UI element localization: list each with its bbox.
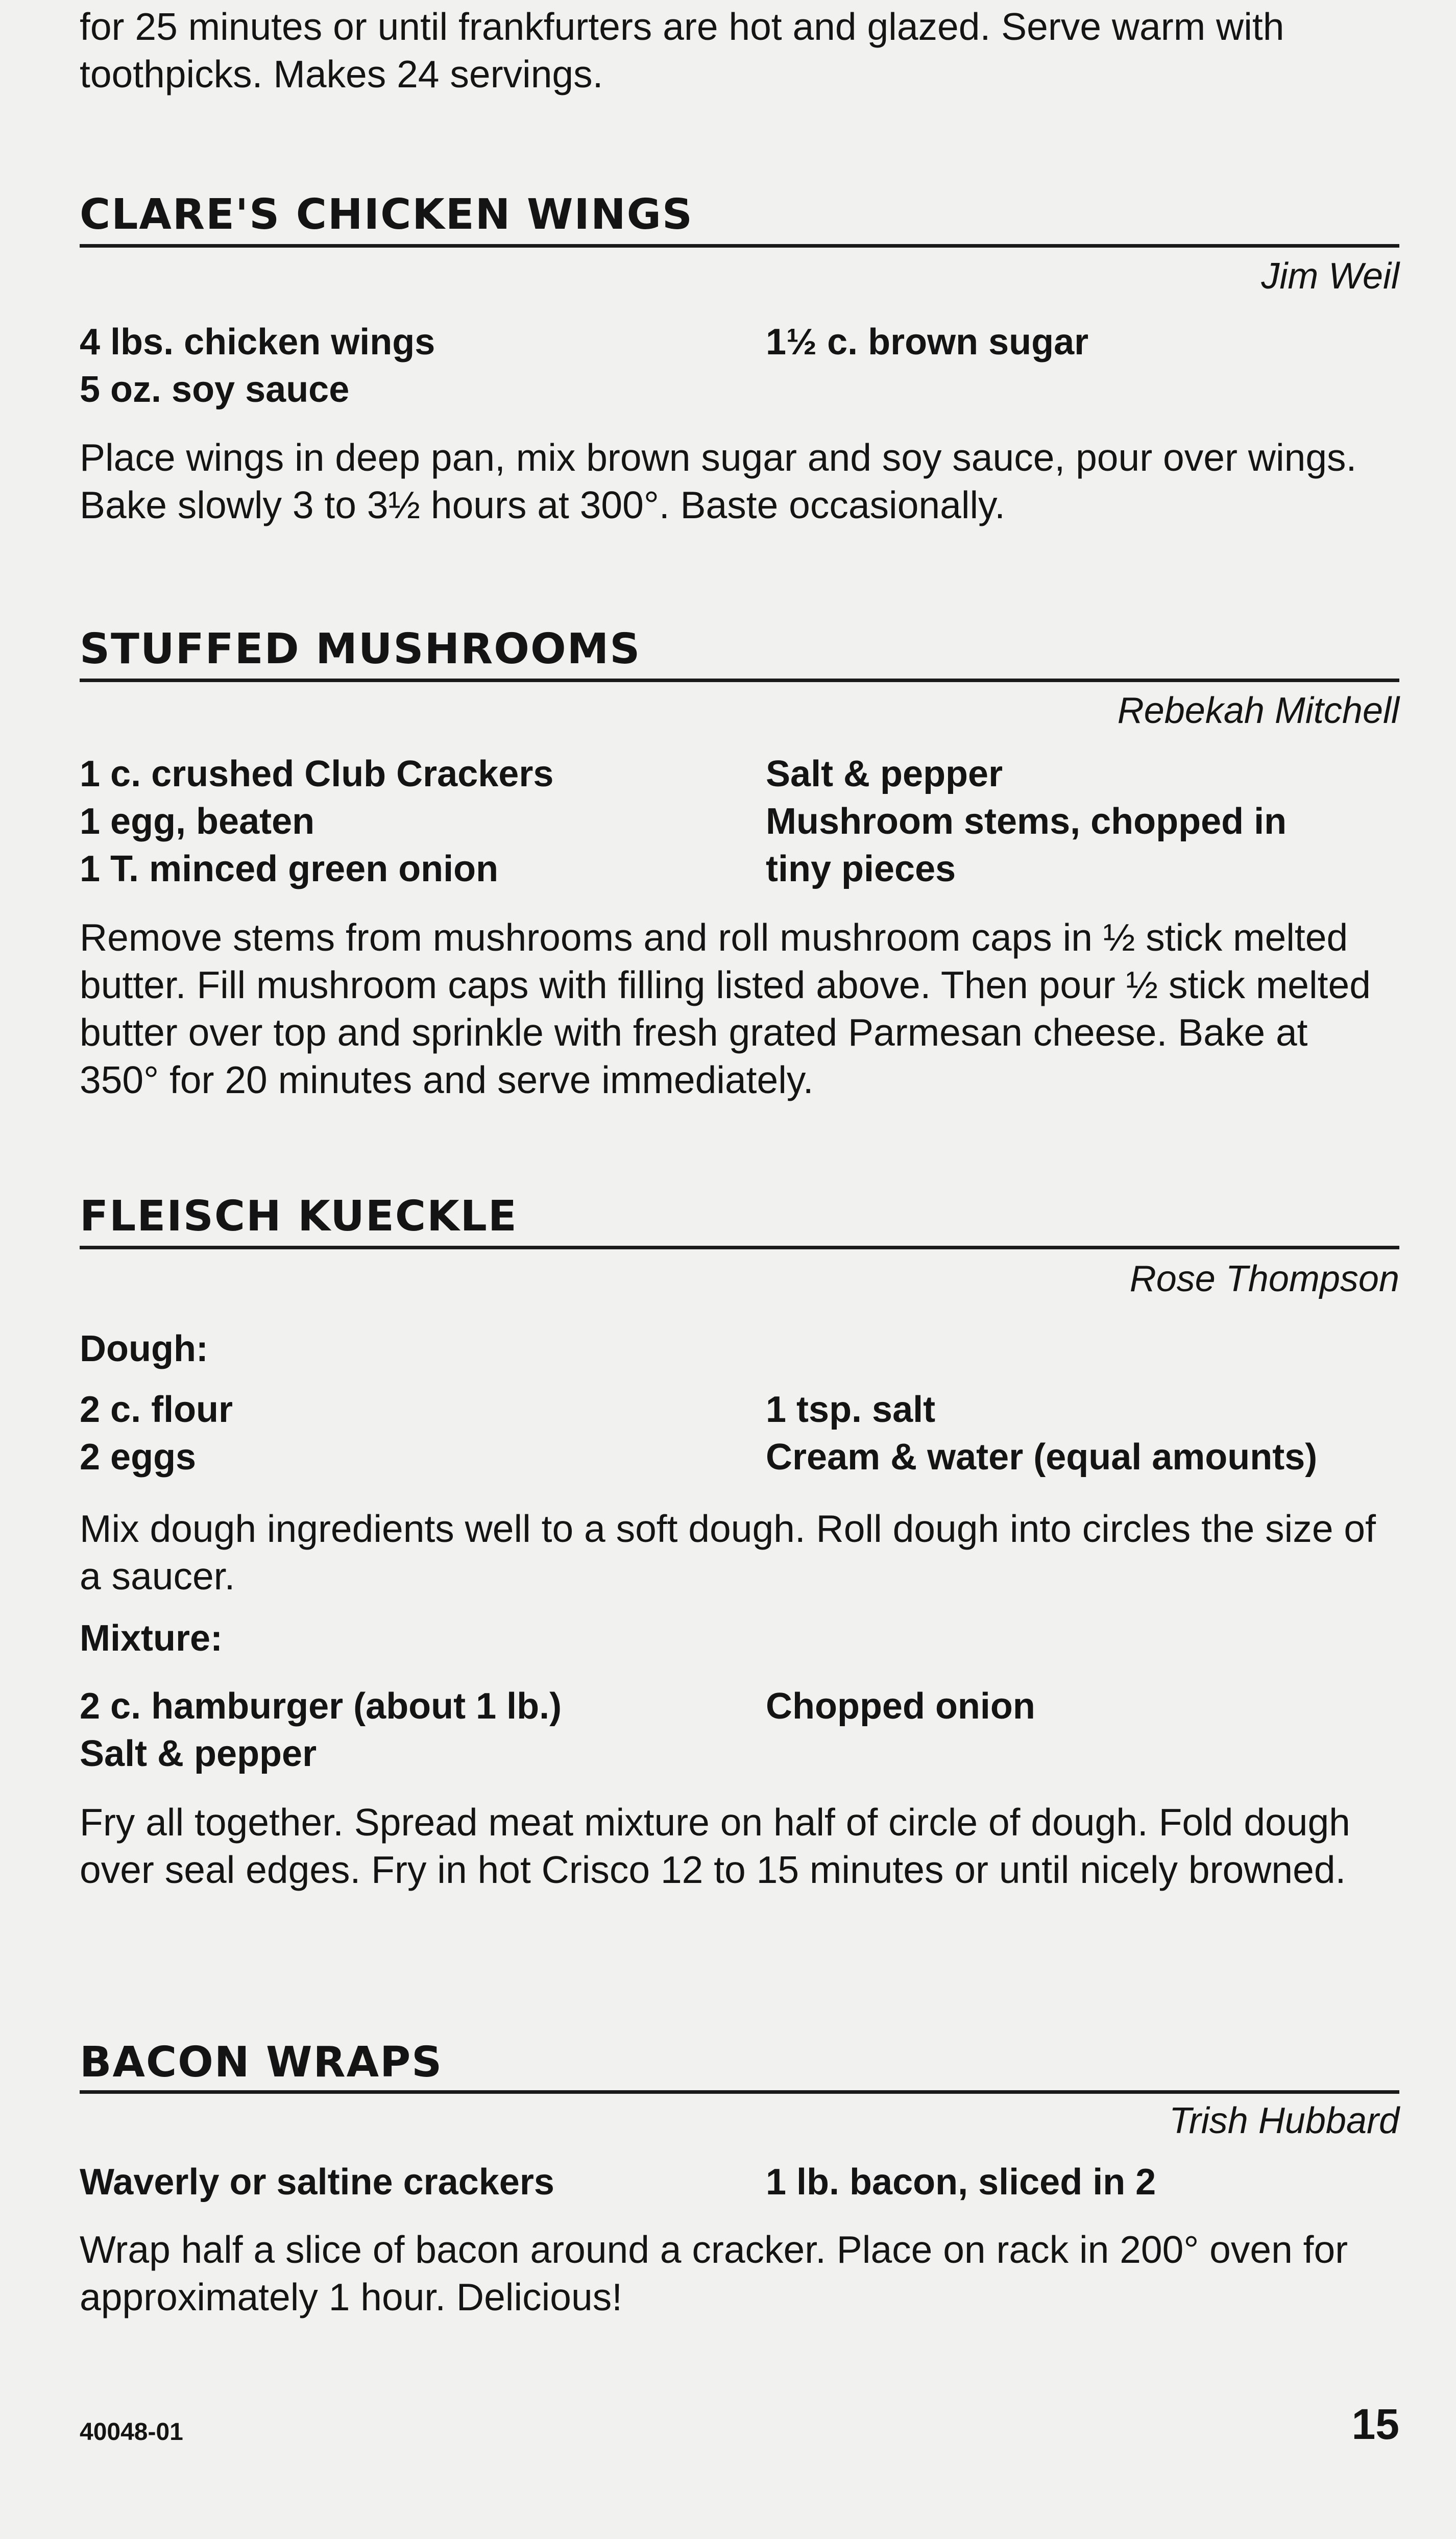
title-rule xyxy=(80,2090,1399,2094)
ingredient: Salt & pepper xyxy=(766,754,1003,794)
footer-code: 40048-01 xyxy=(80,2419,183,2446)
ingredient: 1 tsp. salt xyxy=(766,1389,936,1430)
recipe-title: BACON WRAPS xyxy=(80,2038,443,2087)
title-rule xyxy=(80,679,1399,682)
ingredient: 5 oz. soy sauce xyxy=(80,369,350,410)
ingredient: 4 lbs. chicken wings xyxy=(80,322,435,362)
dough-directions: Mix dough ingredients well to a soft dough. Roll dough into circles the size of a saucer. xyxy=(80,1507,1376,1598)
ingredient: tiny pieces xyxy=(766,849,956,889)
recipe-directions: Wrap half a slice of bacon around a cracker. Place on rack in 200° oven for approximately 1 hour. Delicious! xyxy=(80,2228,1348,2318)
ingredient: 1 egg, beaten xyxy=(80,801,315,842)
ingredient: 1 c. crushed Club Crackers xyxy=(80,754,554,794)
title-rule xyxy=(80,1246,1399,1249)
recipe-title: CLARE'S CHICKEN WINGS xyxy=(80,190,693,239)
intro-text: for 25 minutes or until frankfurters are hot and glazed. Serve warm with toothpicks. Makes 24 servings. xyxy=(80,5,1284,95)
ingredient: 2 c. hamburger (about 1 lb.) xyxy=(80,1686,562,1727)
page-number: 15 xyxy=(1351,2400,1399,2448)
title-rule xyxy=(80,244,1399,248)
ingredient: Mushroom stems, chopped in xyxy=(766,801,1287,842)
ingredient: Waverly or saltine crackers xyxy=(80,2162,554,2203)
ingredient: 1 lb. bacon, sliced in 2 xyxy=(766,2162,1156,2203)
ingredient: Salt & pepper xyxy=(80,1733,317,1774)
ingredient: Cream & water (equal amounts) xyxy=(766,1437,1318,1478)
recipe-directions: Place wings in deep pan, mix brown sugar and soy sauce, pour over wings. Bake slowly 3 to 3½ hours at 300°. Baste occasionally. xyxy=(80,436,1357,526)
ingredient: 2 eggs xyxy=(80,1437,197,1478)
ingredient: 1½ c. brown sugar xyxy=(766,322,1089,362)
ingredient: 1 T. minced green onion xyxy=(80,849,499,889)
recipe-directions: Fry all together. Spread meat mixture on half of circle of dough. Fold dough over seal edges. Fry in hot Crisco 12 to 15 minutes or until nicely browned. xyxy=(80,1801,1350,1891)
ingredient: Chopped onion xyxy=(766,1686,1035,1727)
recipe-author: Rose Thompson xyxy=(1129,1259,1399,1299)
recipe-directions: Remove stems from mushrooms and roll mushroom caps in ½ stick melted butter. Fill mushroom caps with filling listed above. Then pour ½ stick melted butter over top and sprinkle with fresh grated Parmesan cheese. Bake at 350° for 20 minutes and serve immediately. xyxy=(80,916,1371,1101)
recipe-author: Rebekah Mitchell xyxy=(1117,690,1399,731)
mixture-label: Mixture: xyxy=(80,1618,223,1659)
recipe-author: Trish Hubbard xyxy=(1169,2100,1399,2141)
recipe-title: STUFFED MUSHROOMS xyxy=(80,625,641,673)
ingredient: 2 c. flour xyxy=(80,1389,233,1430)
recipe-title: FLEISCH KUECKLE xyxy=(80,1192,518,1241)
dough-label: Dough: xyxy=(80,1328,208,1369)
recipe-author: Jim Weil xyxy=(1261,256,1399,297)
